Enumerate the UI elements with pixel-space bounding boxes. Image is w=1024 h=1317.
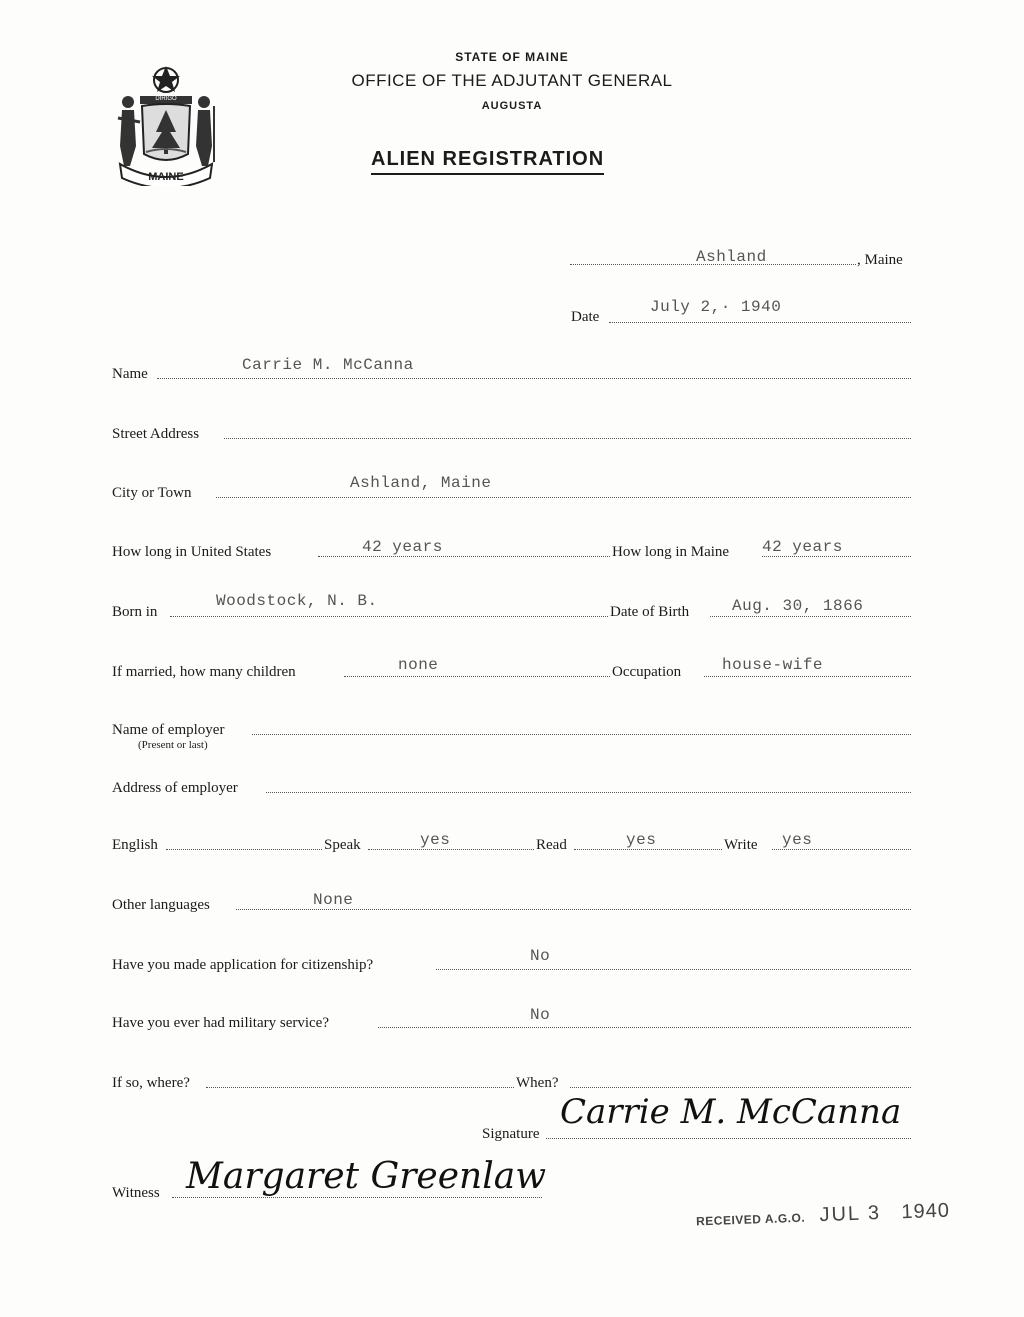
english-line (166, 849, 322, 850)
read-value: yes (626, 831, 657, 849)
occupation-line (704, 676, 911, 677)
maine-duration-value: 42 years (762, 538, 843, 556)
english-label: English (112, 837, 158, 853)
write-line (772, 849, 911, 850)
us-duration-line (318, 556, 610, 557)
read-label: Read (536, 837, 567, 853)
name-line (157, 378, 911, 379)
where-line (206, 1087, 514, 1088)
other-languages-label: Other languages (112, 897, 210, 913)
stamp-received-text: RECEIVED A.G.O. (695, 1210, 806, 1229)
born-label: Born in (112, 604, 158, 620)
born-value: Woodstock, N. B. (216, 592, 378, 610)
name-value: Carrie M. McCanna (242, 356, 414, 374)
children-line (344, 676, 610, 677)
read-line (574, 849, 722, 850)
other-languages-line (236, 909, 911, 910)
when-line (570, 1087, 911, 1088)
write-value: yes (782, 831, 813, 849)
citizenship-value: No (530, 947, 551, 965)
speak-line (368, 849, 534, 850)
write-label: Write (724, 837, 758, 853)
witness-handwriting: Margaret Greenlaw (186, 1156, 547, 1197)
city-line (216, 497, 911, 498)
witness-label: Witness (112, 1185, 160, 1201)
military-line (378, 1027, 911, 1028)
employer-label: Name of employer (112, 722, 225, 738)
seal-banner-text: MAINE (148, 171, 184, 183)
state-heading: STATE OF MAINE (455, 50, 569, 64)
street-line (224, 438, 911, 439)
form-title: ALIEN REGISTRATION (371, 148, 604, 175)
military-value: No (530, 1006, 551, 1024)
dob-line (710, 616, 911, 617)
occupation-label: Occupation (612, 664, 682, 680)
place-value: Ashland (696, 248, 767, 266)
employer-line (252, 734, 911, 735)
when-label: When? (516, 1075, 559, 1091)
dob-label: Date of Birth (610, 604, 690, 620)
date-line (609, 322, 911, 323)
office-heading: OFFICE OF THE ADJUTANT GENERAL (351, 71, 673, 90)
children-label: If married, how many children (112, 664, 296, 680)
city-label: City or Town (112, 485, 192, 501)
employer-sublabel: (Present or last) (138, 739, 208, 751)
city-value: Ashland, Maine (350, 474, 492, 492)
children-value: none (398, 656, 439, 674)
speak-value: yes (420, 831, 451, 849)
stamp-date-text: JUL 3 (819, 1201, 882, 1227)
dob-value: Aug. 30, 1866 (732, 597, 864, 615)
date-label: Date (571, 309, 600, 325)
date-value: July 2,· 1940 (650, 298, 782, 316)
stamp-year-text: 1940 (901, 1199, 951, 1224)
us-duration-value: 42 years (362, 538, 443, 556)
other-languages-value: None (313, 891, 354, 909)
place-suffix: , Maine (857, 252, 903, 268)
where-label: If so, where? (112, 1075, 190, 1091)
occupation-value: house-wife (722, 656, 824, 674)
city-heading: AUGUSTA (481, 100, 543, 112)
citizenship-label: Have you made application for citizenship? (112, 957, 374, 973)
signature-label: Signature (482, 1126, 540, 1142)
citizenship-line (436, 969, 911, 970)
born-line (170, 616, 608, 617)
maine-duration-line (762, 556, 911, 557)
name-label: Name (112, 366, 148, 382)
military-label: Have you ever had military service? (112, 1015, 329, 1031)
signature-handwriting: Carrie M. McCanna (560, 1092, 902, 1132)
speak-label: Speak (324, 837, 361, 853)
witness-line (172, 1197, 542, 1198)
us-duration-label: How long in United States (112, 544, 272, 560)
signature-line (546, 1138, 911, 1139)
employer-address-line (266, 792, 911, 793)
seal-motto-text: DIRIGO (155, 96, 177, 102)
maine-duration-label: How long in Maine (612, 544, 730, 560)
received-stamp (696, 1200, 951, 1232)
street-label: Street Address (112, 426, 200, 442)
employer-address-label: Address of employer (112, 780, 238, 796)
